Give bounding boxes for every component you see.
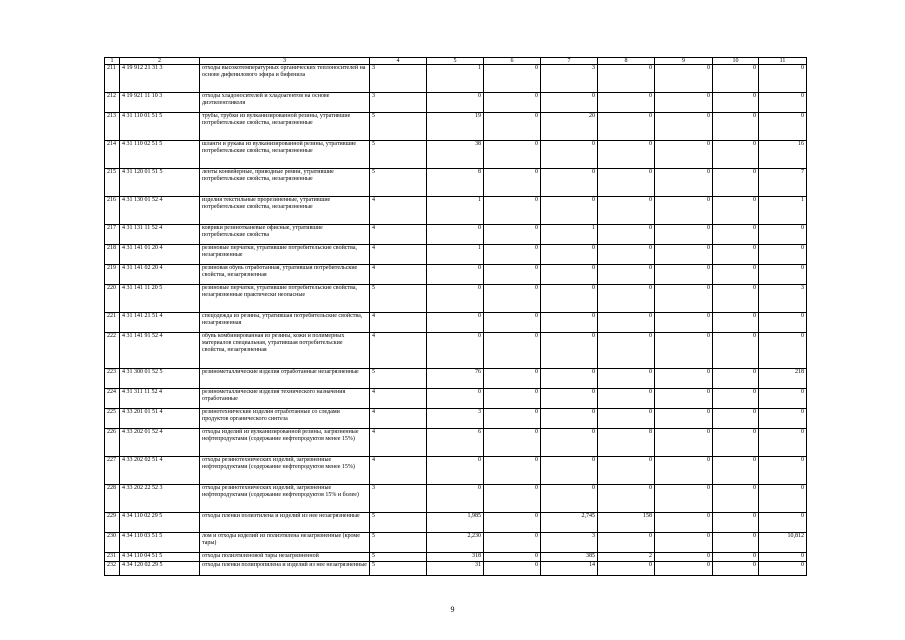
value-cell: 0 — [655, 485, 713, 513]
value-cell: 0 — [598, 409, 655, 429]
value-cell: 0 — [655, 225, 713, 245]
value-cell: 0 — [713, 197, 759, 225]
value-cell: 0 — [484, 513, 541, 533]
value-cell: 0 — [713, 141, 759, 169]
value-cell: 0 — [655, 169, 713, 197]
waste-name-cell: спецодежда из резины, утратившая потребительские свойства, незагрязненная — [200, 313, 370, 333]
waste-name-cell: отходы пленки полиэтилена и изделий из нее незагрязненные — [200, 513, 370, 533]
value-cell: 318 — [427, 553, 484, 562]
row-number-cell: 221 — [105, 313, 120, 333]
value-cell: 0 — [541, 457, 598, 485]
value-cell: 7 — [759, 169, 807, 197]
row-number-cell: 230 — [105, 533, 120, 553]
hazard-class-cell: 5 — [370, 285, 427, 313]
value-cell: 0 — [484, 429, 541, 457]
hazard-class-cell: 4 — [370, 225, 427, 245]
table-row — [105, 429, 807, 457]
value-cell: 0 — [759, 113, 807, 141]
table-row — [105, 409, 807, 429]
value-cell: 0 — [484, 141, 541, 169]
header-row — [105, 58, 807, 65]
value-cell: 0 — [713, 65, 759, 93]
value-cell: 0 — [713, 225, 759, 245]
hazard-class-cell: 5 — [370, 513, 427, 533]
value-cell: 0 — [598, 169, 655, 197]
value-cell: 0 — [427, 485, 484, 513]
value-cell: 0 — [713, 457, 759, 485]
value-cell: 0 — [759, 562, 807, 576]
waste-name-cell: отходы высокотемпературных органических теплоносителей на основе дифенилового эфира и бифенила — [200, 65, 370, 93]
waste-code-cell: 4 34 110 03 51 5 — [120, 533, 200, 553]
waste-name-cell: отходы резинотехнических изделий, загрязненные нефтепродуктами (содержание нефтепродуктов 15% и более) — [200, 485, 370, 513]
column-header: 3 — [200, 58, 370, 65]
waste-code-cell: 4 19 912 21 31 3 — [120, 65, 200, 93]
row-number-cell: 226 — [105, 429, 120, 457]
table-row — [105, 369, 807, 389]
value-cell: 0 — [484, 409, 541, 429]
hazard-class-cell: 4 — [370, 313, 427, 333]
value-cell: 0 — [598, 245, 655, 265]
value-cell: 0 — [484, 457, 541, 485]
value-cell: 0 — [484, 333, 541, 369]
value-cell: 0 — [759, 245, 807, 265]
waste-name-cell: резинометаллические изделия отработанные незагрязненные — [200, 369, 370, 389]
waste-code-cell: 4 31 141 11 20 5 — [120, 285, 200, 313]
waste-name-cell: ленты конвейерные, приводные ремни, утратившие потребительские свойства, незагрязненные — [200, 169, 370, 197]
value-cell: 2,745 — [541, 513, 598, 533]
waste-code-cell: 4 31 110 01 51 5 — [120, 113, 200, 141]
waste-name-cell: резинотехнические изделия отработанные со следами продуктов органического синтеза — [200, 409, 370, 429]
value-cell: 0 — [713, 313, 759, 333]
value-cell: 0 — [655, 333, 713, 369]
table-row — [105, 113, 807, 141]
waste-code-cell: 4 19 921 11 10 3 — [120, 93, 200, 113]
value-cell: 385 — [541, 553, 598, 562]
table-row — [105, 169, 807, 197]
value-cell: 0 — [598, 197, 655, 225]
value-cell: 8 — [598, 429, 655, 457]
value-cell: 0 — [713, 429, 759, 457]
waste-name-cell: отходы изделий из вулканизированной резины, загрязненные нефтепродуктами (содержание нефтепродуктов менее 15%) — [200, 429, 370, 457]
waste-name-cell: резиновая обувь отработанная, утратившая потребительские свойства, незагрязненная — [200, 265, 370, 285]
column-header: 6 — [484, 58, 541, 65]
hazard-class-cell: 5 — [370, 113, 427, 141]
value-cell: 0 — [713, 389, 759, 409]
value-cell: 0 — [759, 553, 807, 562]
value-cell: 0 — [427, 389, 484, 409]
value-cell: 0 — [759, 513, 807, 533]
row-number-cell: 222 — [105, 333, 120, 369]
value-cell: 0 — [713, 369, 759, 389]
value-cell: 0 — [541, 93, 598, 113]
waste-code-cell: 4 31 141 21 51 4 — [120, 313, 200, 333]
table-row — [105, 533, 807, 553]
value-cell: 0 — [759, 65, 807, 93]
value-cell: 0 — [598, 285, 655, 313]
value-cell: 6 — [427, 429, 484, 457]
value-cell: 0 — [484, 265, 541, 285]
waste-code-cell: 4 33 202 22 52 3 — [120, 485, 200, 513]
value-cell: 8 — [427, 169, 484, 197]
row-number-cell: 228 — [105, 485, 120, 513]
value-cell: 0 — [655, 313, 713, 333]
hazard-class-cell: 4 — [370, 409, 427, 429]
value-cell: 0 — [484, 169, 541, 197]
value-cell: 1 — [427, 65, 484, 93]
row-number-cell: 217 — [105, 225, 120, 245]
value-cell: 3 — [541, 533, 598, 553]
waste-name-cell: трубы, трубки из вулканизированной резины, утратившие потребительские свойства, незагрязненные — [200, 113, 370, 141]
value-cell: 0 — [655, 553, 713, 562]
value-cell: 0 — [541, 265, 598, 285]
waste-name-cell: шланги и рукава из вулканизированной резины, утратившие потребительские свойства, незагрязненные — [200, 141, 370, 169]
table-row — [105, 513, 807, 533]
value-cell: 218 — [759, 369, 807, 389]
row-number-cell: 214 — [105, 141, 120, 169]
value-cell: 0 — [655, 65, 713, 93]
value-cell: 0 — [598, 333, 655, 369]
column-header: 1 — [105, 58, 120, 65]
value-cell: 0 — [713, 93, 759, 113]
value-cell: 0 — [598, 141, 655, 169]
table-row — [105, 93, 807, 113]
waste-name-cell: коврики резинотканевые офисные, утратившие потребительские свойства — [200, 225, 370, 245]
value-cell: 0 — [598, 93, 655, 113]
value-cell: 0 — [713, 553, 759, 562]
value-cell: 0 — [759, 265, 807, 285]
value-cell: 0 — [759, 93, 807, 113]
row-number-cell: 213 — [105, 113, 120, 141]
value-cell: 0 — [598, 65, 655, 93]
value-cell: 0 — [541, 389, 598, 409]
value-cell: 0 — [484, 562, 541, 576]
table-row — [105, 553, 807, 562]
table-row — [105, 197, 807, 225]
table-row — [105, 245, 807, 265]
table-row — [105, 485, 807, 513]
waste-name-cell: резинометаллические изделия технического назначения отработанные — [200, 389, 370, 409]
column-header: 2 — [120, 58, 200, 65]
value-cell: 0 — [484, 113, 541, 141]
value-cell: 2,230 — [427, 533, 484, 553]
row-number-cell: 220 — [105, 285, 120, 313]
value-cell: 0 — [655, 197, 713, 225]
row-number-cell: 227 — [105, 457, 120, 485]
value-cell: 0 — [655, 141, 713, 169]
page-number: 9 — [450, 605, 455, 614]
table-row — [105, 141, 807, 169]
row-number-cell: 216 — [105, 197, 120, 225]
value-cell: 158 — [598, 513, 655, 533]
value-cell: 0 — [541, 333, 598, 369]
waste-name-cell: обувь комбинированная из резины, кожи и полимерных материалов специальная, утратившая потребительские свойства, незагрязненная — [200, 333, 370, 369]
waste-name-cell: отходы пленки полипропилена и изделий из нее незагрязненные — [200, 562, 370, 576]
column-header: 10 — [713, 58, 759, 65]
value-cell: 0 — [484, 245, 541, 265]
value-cell: 0 — [655, 265, 713, 285]
hazard-class-cell: 5 — [370, 141, 427, 169]
value-cell: 0 — [655, 562, 713, 576]
value-cell: 0 — [484, 485, 541, 513]
value-cell: 0 — [655, 113, 713, 141]
hazard-class-cell: 5 — [370, 169, 427, 197]
value-cell: 0 — [427, 333, 484, 369]
value-cell: 0 — [598, 225, 655, 245]
value-cell: 3 — [427, 409, 484, 429]
row-number-cell: 219 — [105, 265, 120, 285]
value-cell: 0 — [713, 409, 759, 429]
value-cell: 0 — [713, 533, 759, 553]
value-cell: 0 — [598, 265, 655, 285]
value-cell: 0 — [598, 485, 655, 513]
value-cell: 0 — [541, 369, 598, 389]
value-cell: 10,812 — [759, 533, 807, 553]
table-row — [105, 457, 807, 485]
waste-name-cell: лом и отходы изделий из полиэтилена незагрязненные (кроме тары) — [200, 533, 370, 553]
waste-name-cell: отходы полиэтиленовой тары незагрязненной — [200, 553, 370, 562]
value-cell: 0 — [598, 313, 655, 333]
value-cell: 0 — [427, 313, 484, 333]
hazard-class-cell: 4 — [370, 245, 427, 265]
hazard-class-cell: 4 — [370, 265, 427, 285]
value-cell: 0 — [598, 457, 655, 485]
value-cell: 0 — [655, 457, 713, 485]
value-cell: 1 — [427, 197, 484, 225]
value-cell: 0 — [713, 265, 759, 285]
hazard-class-cell: 4 — [370, 457, 427, 485]
value-cell: 0 — [713, 513, 759, 533]
column-header: 4 — [370, 58, 427, 65]
value-cell: 0 — [541, 141, 598, 169]
value-cell: 0 — [427, 225, 484, 245]
value-cell: 0 — [541, 285, 598, 313]
waste-code-cell: 4 34 110 02 29 5 — [120, 513, 200, 533]
value-cell: 0 — [655, 285, 713, 313]
value-cell: 3 — [541, 65, 598, 93]
table-row — [105, 562, 807, 576]
value-cell: 0 — [655, 409, 713, 429]
hazard-class-cell: 4 — [370, 429, 427, 457]
row-number-cell: 232 — [105, 562, 120, 576]
value-cell: 0 — [759, 485, 807, 513]
value-cell: 3 — [759, 285, 807, 313]
value-cell: 0 — [655, 429, 713, 457]
value-cell: 0 — [759, 333, 807, 369]
table-row — [105, 225, 807, 245]
waste-code-cell: 4 31 141 91 52 4 — [120, 333, 200, 369]
table-row — [105, 65, 807, 93]
waste-code-cell: 4 31 110 02 51 5 — [120, 141, 200, 169]
waste-code-cell: 4 31 131 11 52 4 — [120, 225, 200, 245]
waste-code-cell: 4 31 130 01 52 4 — [120, 197, 200, 225]
waste-code-cell: 4 34 110 04 51 5 — [120, 553, 200, 562]
value-cell: 0 — [713, 485, 759, 513]
value-cell: 1,985 — [427, 513, 484, 533]
column-header: 11 — [759, 58, 807, 65]
table-row — [105, 265, 807, 285]
value-cell: 0 — [759, 313, 807, 333]
value-cell: 0 — [655, 369, 713, 389]
value-cell: 0 — [598, 369, 655, 389]
value-cell: 0 — [484, 553, 541, 562]
waste-code-cell: 4 33 202 01 52 4 — [120, 429, 200, 457]
value-cell: 0 — [427, 285, 484, 313]
waste-code-cell: 4 33 202 02 51 4 — [120, 457, 200, 485]
value-cell: 1 — [759, 197, 807, 225]
value-cell: 2 — [598, 553, 655, 562]
waste-table — [104, 57, 807, 576]
value-cell: 0 — [598, 389, 655, 409]
waste-code-cell: 4 31 120 01 51 5 — [120, 169, 200, 197]
waste-name-cell: отходы хладоносителей и хладоагентов на основе диэтиленгликоля — [200, 93, 370, 113]
value-cell: 1 — [541, 225, 598, 245]
table-body — [105, 65, 807, 576]
value-cell: 0 — [484, 225, 541, 245]
value-cell: 0 — [713, 113, 759, 141]
hazard-class-cell: 5 — [370, 533, 427, 553]
waste-code-cell: 4 34 120 02 29 5 — [120, 562, 200, 576]
value-cell: 0 — [541, 485, 598, 513]
value-cell: 76 — [427, 369, 484, 389]
value-cell: 0 — [427, 457, 484, 485]
table-row — [105, 333, 807, 369]
row-number-cell: 218 — [105, 245, 120, 265]
hazard-class-cell: 4 — [370, 389, 427, 409]
column-header: 9 — [655, 58, 713, 65]
waste-name-cell: изделия текстильные прорезиненные, утратившие потребительские свойства, незагрязненные — [200, 197, 370, 225]
column-header: 8 — [598, 58, 655, 65]
value-cell: 0 — [484, 93, 541, 113]
value-cell: 0 — [427, 93, 484, 113]
waste-code-cell: 4 31 141 01 20 4 — [120, 245, 200, 265]
value-cell: 0 — [655, 93, 713, 113]
row-number-cell: 215 — [105, 169, 120, 197]
value-cell: 1 — [427, 245, 484, 265]
value-cell: 0 — [484, 285, 541, 313]
hazard-class-cell: 4 — [370, 333, 427, 369]
value-cell: 0 — [598, 533, 655, 553]
row-number-cell: 211 — [105, 65, 120, 93]
table-row — [105, 313, 807, 333]
column-header: 7 — [541, 58, 598, 65]
value-cell: 0 — [598, 562, 655, 576]
value-cell: 0 — [427, 265, 484, 285]
value-cell: 0 — [541, 313, 598, 333]
hazard-class-cell: 5 — [370, 553, 427, 562]
value-cell: 0 — [759, 225, 807, 245]
row-number-cell: 229 — [105, 513, 120, 533]
hazard-class-cell: 4 — [370, 197, 427, 225]
waste-code-cell: 4 31 311 11 52 4 — [120, 389, 200, 409]
value-cell: 0 — [541, 245, 598, 265]
value-cell: 38 — [427, 141, 484, 169]
hazard-class-cell: 3 — [370, 485, 427, 513]
value-cell: 0 — [713, 285, 759, 313]
waste-code-cell: 4 31 300 01 52 5 — [120, 369, 200, 389]
value-cell: 0 — [655, 245, 713, 265]
value-cell: 14 — [541, 562, 598, 576]
value-cell: 0 — [759, 457, 807, 485]
value-cell: 0 — [484, 197, 541, 225]
value-cell: 31 — [427, 562, 484, 576]
waste-name-cell: отходы резинотехнических изделий, загрязненные нефтепродуктами (содержание нефтепродуктов менее 15%) — [200, 457, 370, 485]
value-cell: 0 — [655, 389, 713, 409]
value-cell: 0 — [541, 197, 598, 225]
value-cell: 20 — [541, 113, 598, 141]
value-cell: 0 — [713, 562, 759, 576]
row-number-cell: 231 — [105, 553, 120, 562]
row-number-cell: 225 — [105, 409, 120, 429]
value-cell: 0 — [759, 389, 807, 409]
value-cell: 0 — [655, 533, 713, 553]
value-cell: 0 — [713, 333, 759, 369]
waste-name-cell: резиновые перчатки, утратившие потребительские свойства, незагрязненные — [200, 245, 370, 265]
value-cell: 0 — [541, 169, 598, 197]
waste-code-cell: 4 31 141 02 20 4 — [120, 265, 200, 285]
waste-code-cell: 4 33 201 01 51 4 — [120, 409, 200, 429]
value-cell: 0 — [713, 245, 759, 265]
value-cell: 16 — [759, 141, 807, 169]
value-cell: 19 — [427, 113, 484, 141]
hazard-class-cell: 3 — [370, 65, 427, 93]
row-number-cell: 223 — [105, 369, 120, 389]
table-row — [105, 389, 807, 409]
value-cell: 0 — [484, 389, 541, 409]
value-cell: 0 — [484, 313, 541, 333]
hazard-class-cell: 5 — [370, 562, 427, 576]
row-number-cell: 224 — [105, 389, 120, 409]
value-cell: 0 — [655, 513, 713, 533]
hazard-class-cell: 5 — [370, 369, 427, 389]
hazard-class-cell: 3 — [370, 93, 427, 113]
table-row — [105, 285, 807, 313]
value-cell: 0 — [484, 369, 541, 389]
value-cell: 0 — [759, 409, 807, 429]
value-cell: 0 — [713, 169, 759, 197]
waste-name-cell: резиновые перчатки, утратившие потребительские свойства, незагрязненные практически неопасные — [200, 285, 370, 313]
value-cell: 0 — [759, 429, 807, 457]
value-cell: 0 — [541, 429, 598, 457]
value-cell: 0 — [541, 409, 598, 429]
row-number-cell: 212 — [105, 93, 120, 113]
value-cell: 0 — [484, 65, 541, 93]
value-cell: 0 — [598, 113, 655, 141]
column-header: 5 — [427, 58, 484, 65]
value-cell: 0 — [484, 533, 541, 553]
